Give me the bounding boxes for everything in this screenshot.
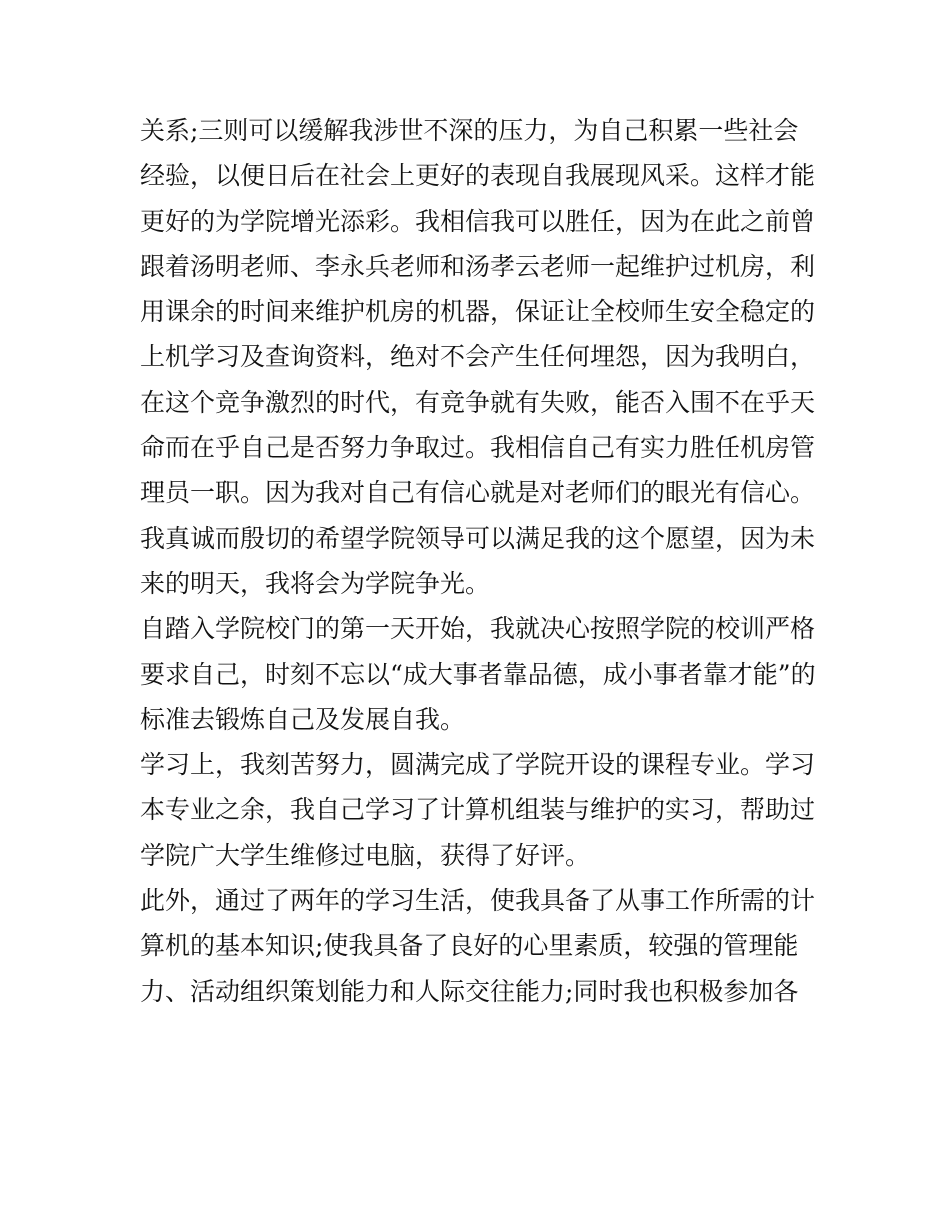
text-line: 我真诚而殷切的希望学院领导可以满足我的这个愿望，因为未 [140, 523, 816, 553]
text-line: 力、活动组织策划能力和人际交往能力;同时我也积极参加各 [140, 976, 799, 1006]
text-line: 经验，以便日后在社会上更好的表现自我展现风采。这样才能 [140, 161, 816, 191]
text-line: 理员一职。因为我对自己有信心就是对老师们的眼光有信心。 [140, 478, 816, 508]
text-line: 学习上，我刻苦努力，圆满完成了学院开设的课程专业。学习 [140, 750, 816, 780]
text-line: 自踏入学院校门的第一天开始，我就决心按照学院的校训严格 [140, 614, 816, 644]
text-line: 此外，通过了两年的学习生活，使我具备了从事工作所需的计 [140, 886, 816, 916]
text-line: 上机学习及查询资料，绝对不会产生任何埋怨，因为我明白， [140, 342, 816, 372]
text-line: 在这个竞争激烈的时代，有竞争就有失败，能否入围不在乎天 [140, 387, 816, 417]
text-line: 更好的为学院增光添彩。我相信我可以胜任，因为在此之前曾 [140, 206, 816, 236]
text-line: 要求自己，时刻不忘以“成大事者靠品德，成小事者靠才能”的 [140, 659, 816, 689]
text-line: 本专业之余，我自己学习了计算机组装与维护的实习，帮助过 [140, 795, 816, 825]
text-line: 用课余的时间来维护机房的机器，保证让全校师生安全稳定的 [140, 297, 816, 327]
text-line: 跟着汤明老师、李永兵老师和汤孝云老师一起维护过机房，利 [140, 251, 816, 281]
text-line: 标准去锻炼自己及发展自我。 [140, 704, 466, 734]
text-line: 关系;三则可以缓解我涉世不深的压力，为自己积累一些社会 [140, 116, 799, 145]
text-line: 学院广大学生维修过电脑，获得了好评。 [140, 840, 591, 870]
text-line: 来的明天，我将会为学院争光。 [140, 568, 491, 598]
text-line: 算机的基本知识;使我具备了良好的心里素质，较强的管理能 [140, 931, 799, 961]
text-line: 命而在乎自己是否努力争取过。我相信自己有实力胜任机房管 [140, 433, 816, 463]
body-text [140, 108, 820, 1014]
